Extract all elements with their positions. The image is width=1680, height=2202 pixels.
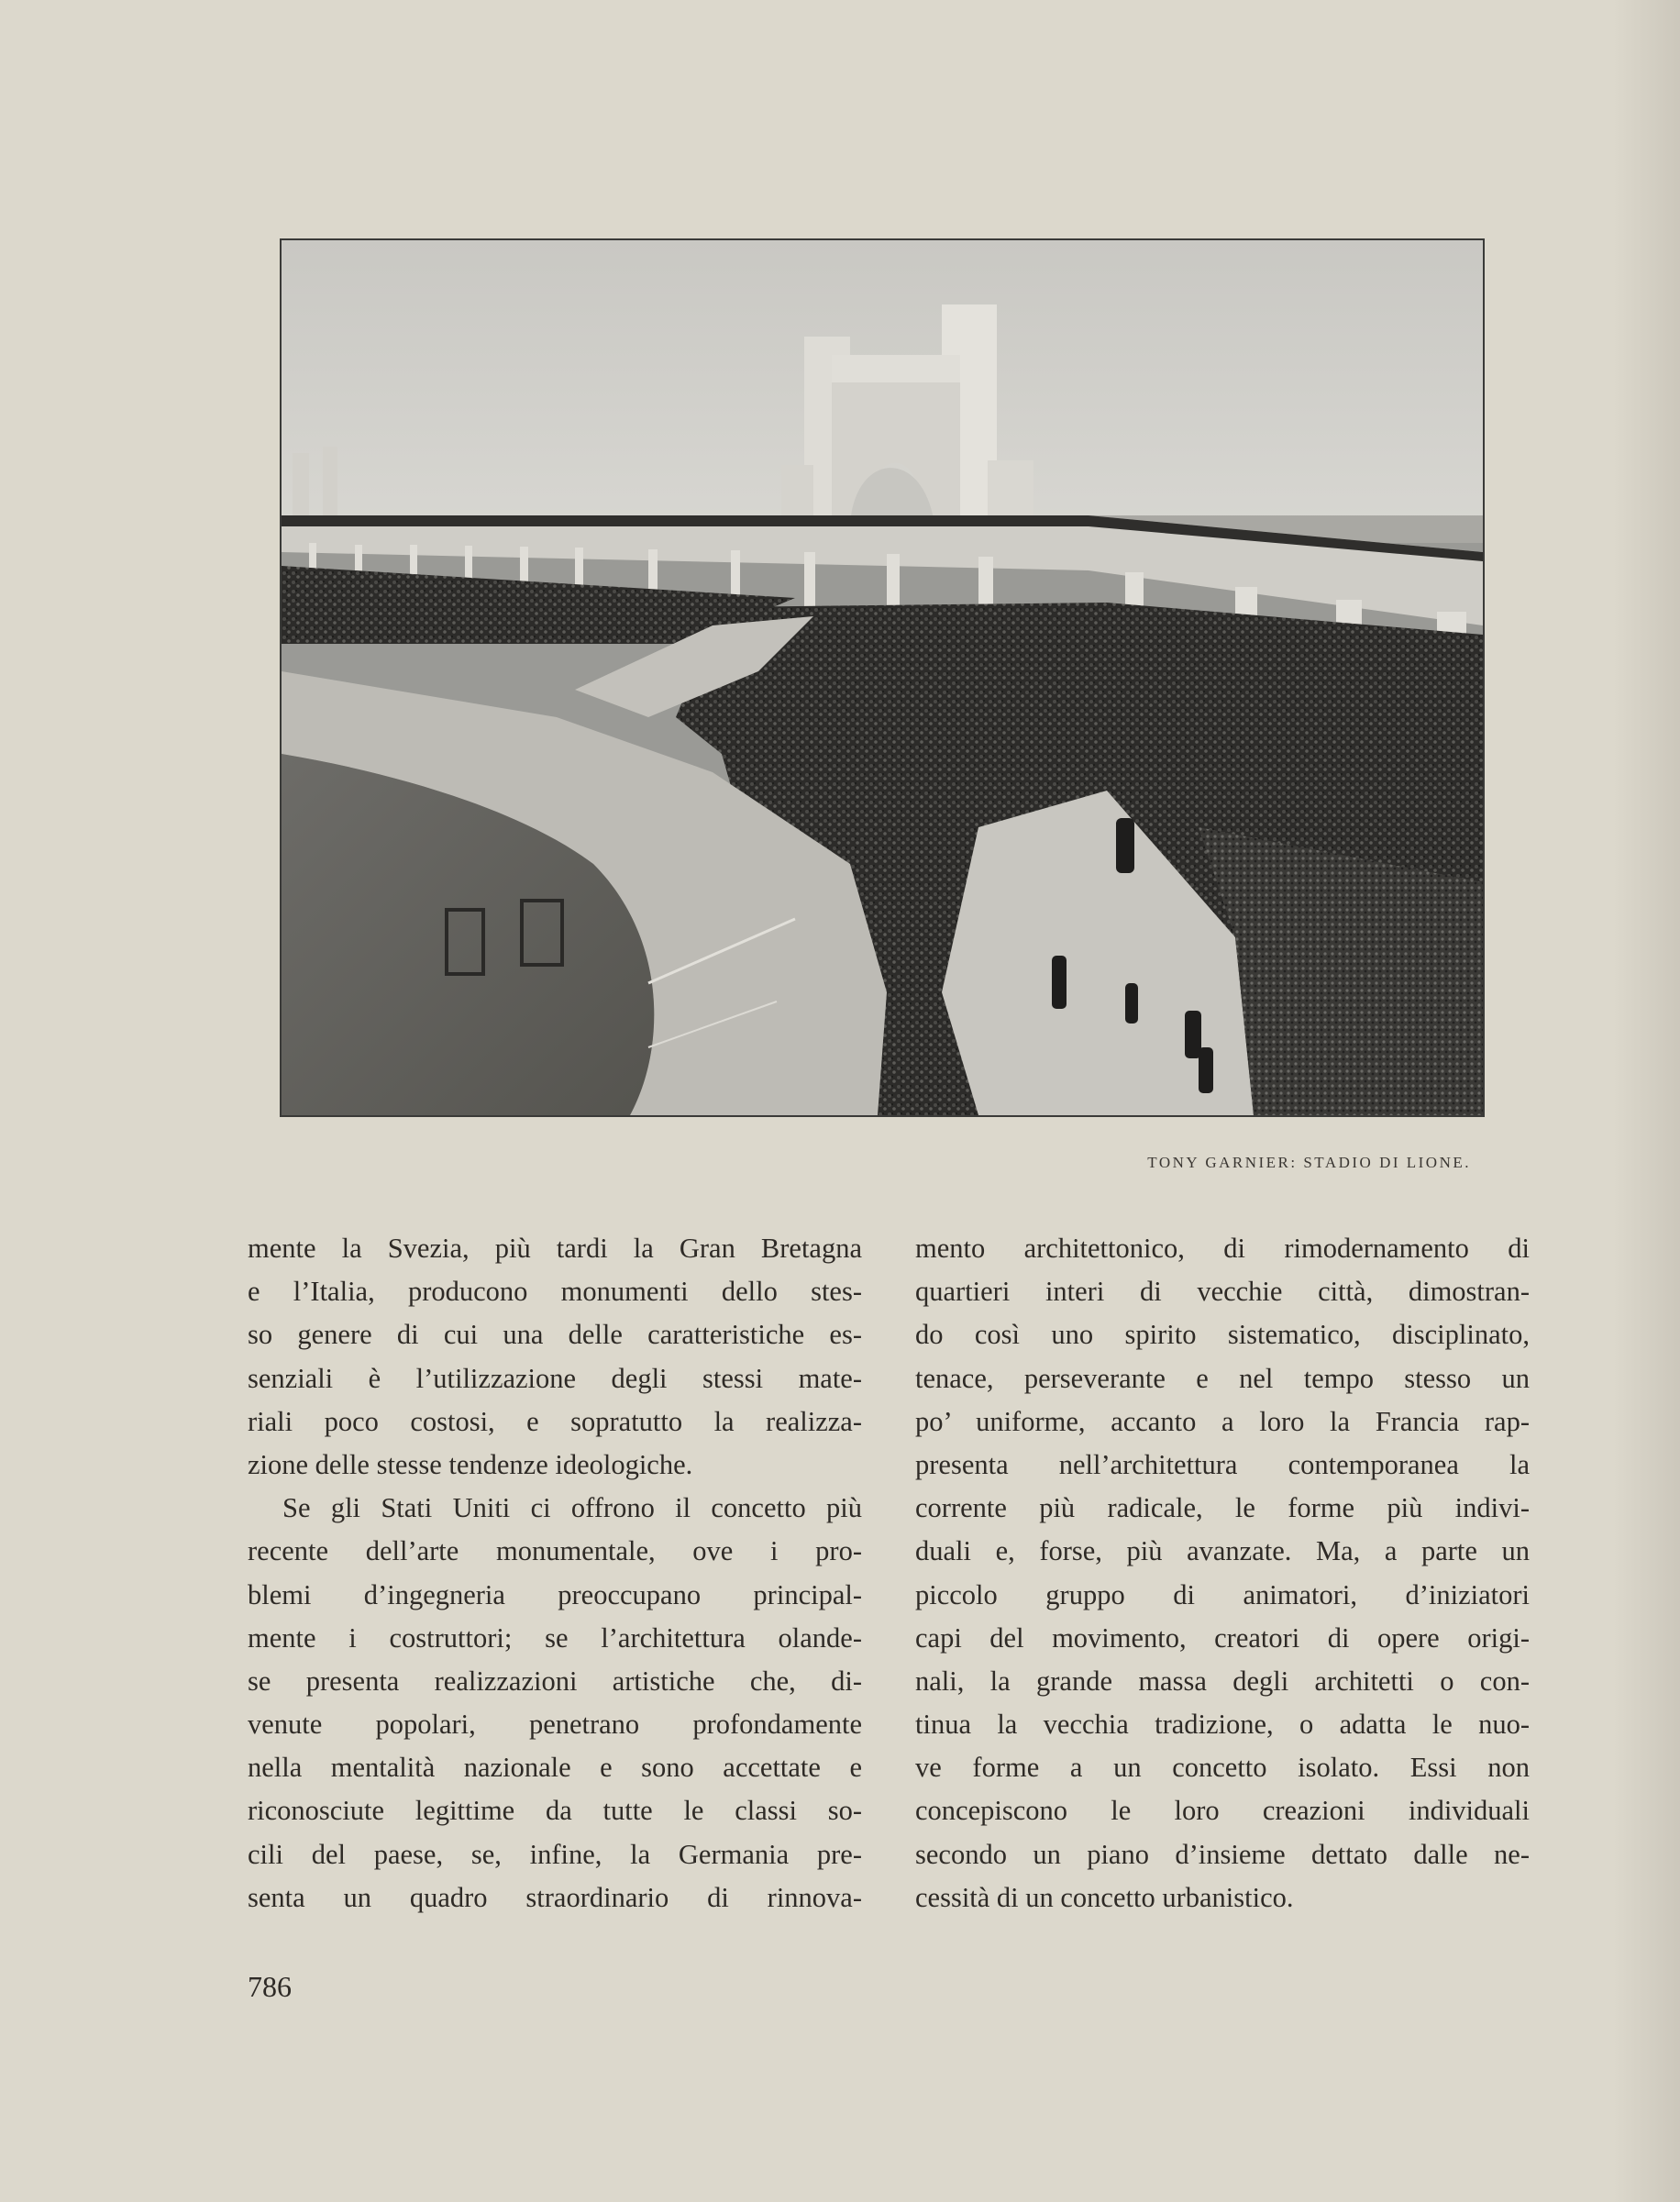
text-line: secondo un piano d’insieme dettato dalle ne- [915,1838,1530,1870]
text-line: duali e, forse, più avanzate. Ma, a parte un [915,1535,1530,1567]
text-line: presenta nell’architettura contemporanea la [915,1448,1530,1480]
stadium-photo-illustration [282,240,1483,1115]
text-line: do così uno spirito sistematico, disciplinato, [915,1319,1530,1351]
text-line: cessità di un concetto urbanistico. [915,1881,1294,1913]
text-line: riconosciute legittime da tutte le classi so- [248,1795,862,1827]
figure-caption: TONY GARNIER: STADIO DI LIONE. [1147,1154,1471,1171]
text-line: venute popolari, penetrano profondamente [248,1709,862,1741]
text-line: blemi d’ingegneria preoccupano principal- [248,1578,862,1610]
text-line: Se gli Stati Uniti ci offrono il concetto più [282,1492,862,1524]
text-line: cili del paese, se, infine, la Germania pre- [248,1838,862,1870]
stadium-photograph [280,238,1485,1117]
text-line: se presenta realizzazioni artistiche che, di- [248,1665,862,1697]
text-line: mente i costruttori; se l’architettura olande- [248,1621,862,1654]
text-line: nella mentalità nazionale e sono accettate e [248,1752,862,1784]
text-line: senta un quadro straordinario di rinnova- [248,1881,862,1913]
text-line: recente dell’arte monumentale, ove i pro- [248,1535,862,1567]
text-column-left [248,1227,862,1920]
text-line: po’ uniforme, accanto a loro la Francia rap- [915,1405,1530,1437]
text-line: nali, la grande massa degli architetti o con- [915,1665,1530,1697]
text-line: corrente più radicale, le forme più indivi- [915,1492,1530,1524]
text-line: tenace, perseverante e nel tempo stesso un [915,1362,1530,1394]
text-line: so genere di cui una delle caratteristiche es- [248,1319,862,1351]
text-line: zione delle stesse tendenze ideologiche. [248,1448,693,1480]
page-number: 786 [248,1970,292,2003]
text-line: concepiscono le loro creazioni individuali [915,1795,1530,1827]
text-line: mento architettonico, di rimodernamento di [915,1233,1530,1264]
text-line: piccolo gruppo di animatori, d’iniziatori [915,1578,1530,1610]
text-line: tinua la vecchia tradizione, o adatta le nuo- [915,1709,1530,1741]
text-line: e l’Italia, producono monumenti dello stes- [248,1276,862,1308]
text-line: mente la Svezia, più tardi la Gran Bretagna [248,1233,862,1264]
text-line: ve forme a un concetto isolato. Essi non [915,1752,1530,1784]
text-line: riali poco costosi, e sopratutto la realizza- [248,1405,862,1437]
text-line: capi del movimento, creatori di opere origi- [915,1621,1530,1654]
text-line: quartieri interi di vecchie città, dimostran- [915,1276,1530,1308]
text-line: senziali è l’utilizzazione degli stessi mate- [248,1362,862,1394]
text-column-right [915,1227,1530,1920]
